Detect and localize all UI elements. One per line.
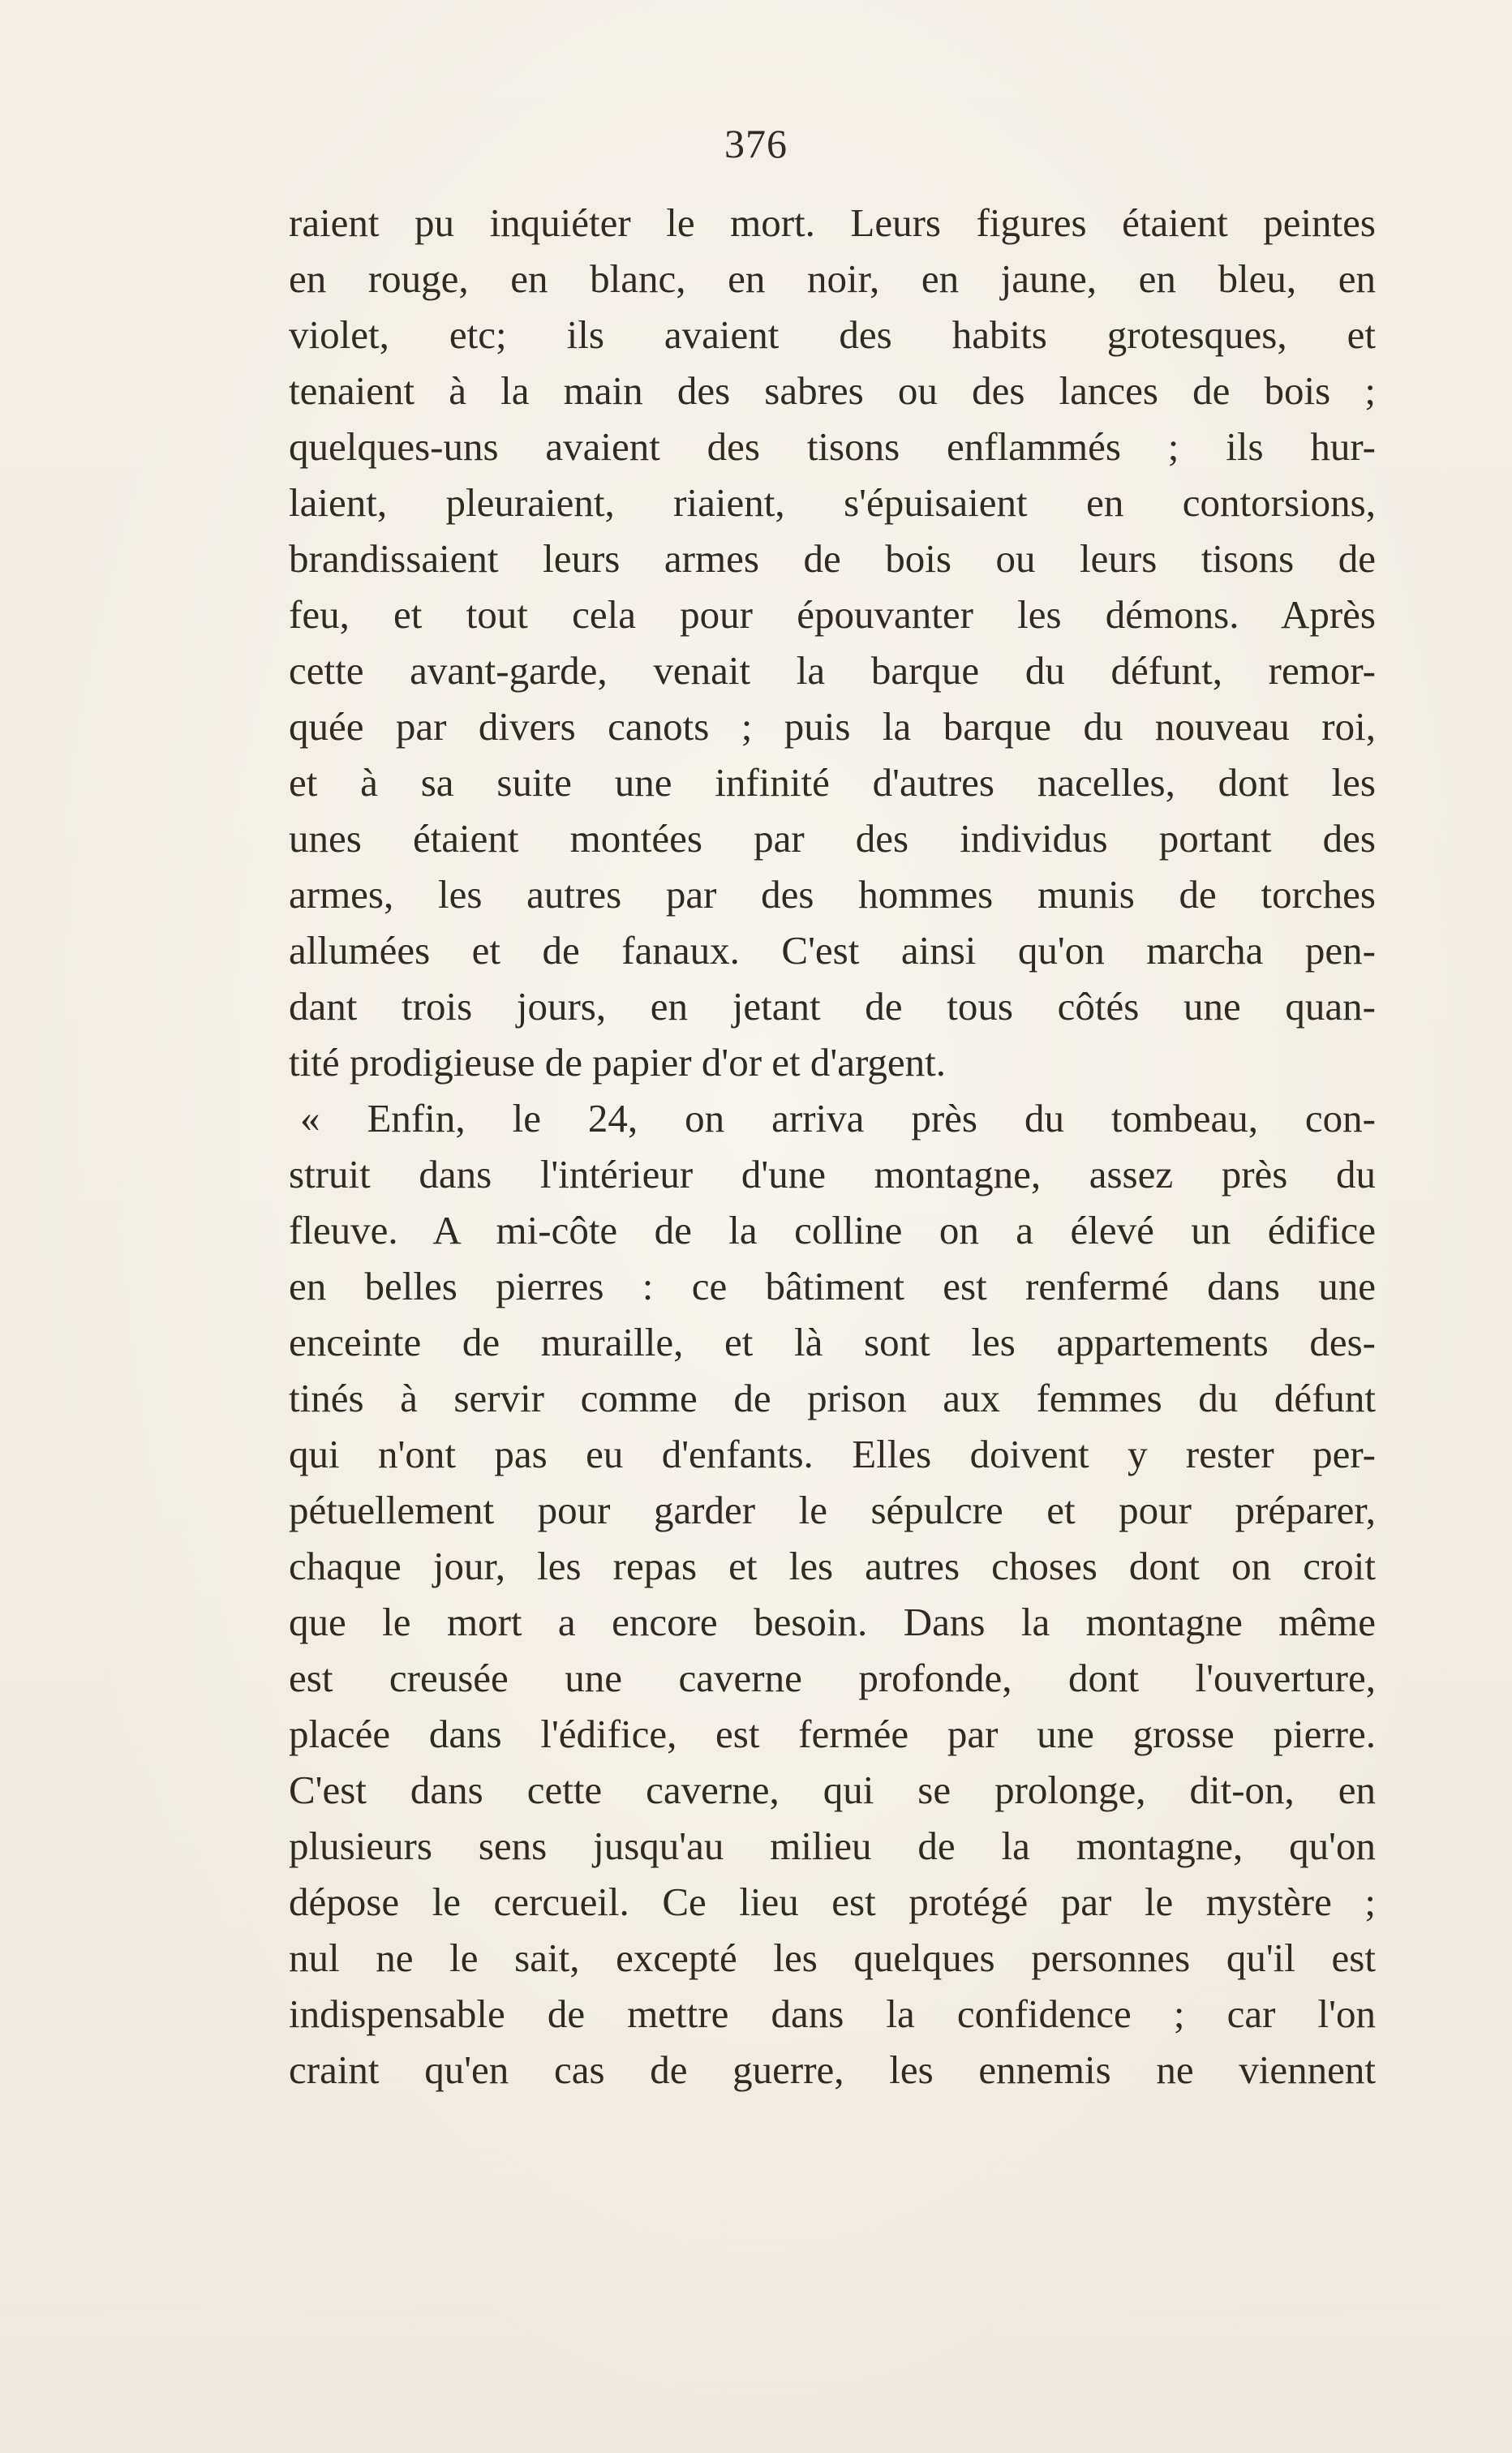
text-line: dant trois jours, en jetant de tous côtés une quan- (289, 984, 1376, 1029)
text-line: enceinte de muraille, et là sont les appartements des- (289, 1320, 1376, 1364)
text-line: tenaient à la main des sabres ou des lances de bois ; (289, 368, 1376, 413)
paragraph-last-line: tité prodigieuse de papier d'or et d'argent. (289, 1040, 947, 1085)
text-line: fleuve. A mi-côte de la colline on a élevé un édifice (289, 1208, 1376, 1252)
text-line: feu, et tout cela pour épouvanter les démons. Après (289, 592, 1376, 637)
text-line: indispensable de mettre dans la confidence ; car l'on (289, 1991, 1376, 2036)
text-line: tinés à servir comme de prison aux femmes du défunt (289, 1376, 1376, 1420)
text-line: C'est dans cette caverne, qui se prolonge, dit-on, en (289, 1768, 1376, 1812)
text-line: quelques-uns avaient des tisons enflammés ; ils hur- (289, 424, 1376, 469)
text-line: qui n'ont pas eu d'enfants. Elles doivent y rester per- (289, 1432, 1376, 1476)
text-line: struit dans l'intérieur d'une montagne, assez près du (289, 1152, 1376, 1196)
text-line: plusieurs sens jusqu'au milieu de la montagne, qu'on (289, 1824, 1376, 1868)
text-line: dépose le cercueil. Ce lieu est protégé par le mystère ; (289, 1879, 1376, 1924)
text-line: brandissaient leurs armes de bois ou leurs tisons de (289, 536, 1376, 581)
text-line: cette avant-garde, venait la barque du défunt, remor- (289, 648, 1376, 693)
text-line: en belles pierres : ce bâtiment est renfermé dans une (289, 1264, 1376, 1308)
text-line: est creusée une caverne profonde, dont l'ouverture, (289, 1656, 1376, 1700)
text-line: laient, pleuraient, riaient, s'épuisaient en contorsions, (289, 480, 1376, 525)
text-line: et à sa suite une infinité d'autres nacelles, dont les (289, 760, 1376, 805)
text-line: pétuellement pour garder le sépulcre et pour préparer, (289, 1488, 1376, 1532)
text-line: violet, etc; ils avaient des habits grotesques, et (289, 312, 1376, 357)
text-line: placée dans l'édifice, est fermée par une grosse pierre. (289, 1712, 1376, 1756)
page-number: 376 (724, 121, 788, 166)
text-line: chaque jour, les repas et les autres choses dont on croit (289, 1544, 1376, 1588)
text-line: nul ne le sait, excepté les quelques personnes qu'il est (289, 1935, 1376, 1980)
text-line: allumées et de fanaux. C'est ainsi qu'on marcha pen- (289, 928, 1376, 973)
text-line: craint qu'en cas de guerre, les ennemis ne viennent (289, 2047, 1376, 2092)
text-line: en rouge, en blanc, en noir, en jaune, en bleu, en (289, 256, 1376, 301)
text-line: armes, les autres par des hommes munis de torches (289, 872, 1376, 917)
text-line: que le mort a encore besoin. Dans la montagne même (289, 1600, 1376, 1644)
text-line: quée par divers canots ; puis la barque du nouveau roi, (289, 704, 1376, 749)
paragraph-first-line: « Enfin, le 24, on arriva près du tombeau, con- (300, 1096, 1376, 1141)
body-text (289, 195, 1376, 2098)
text-line: unes étaient montées par des individus portant des (289, 816, 1376, 861)
text-line: raient pu inquiéter le mort. Leurs figures étaient peintes (289, 200, 1376, 245)
